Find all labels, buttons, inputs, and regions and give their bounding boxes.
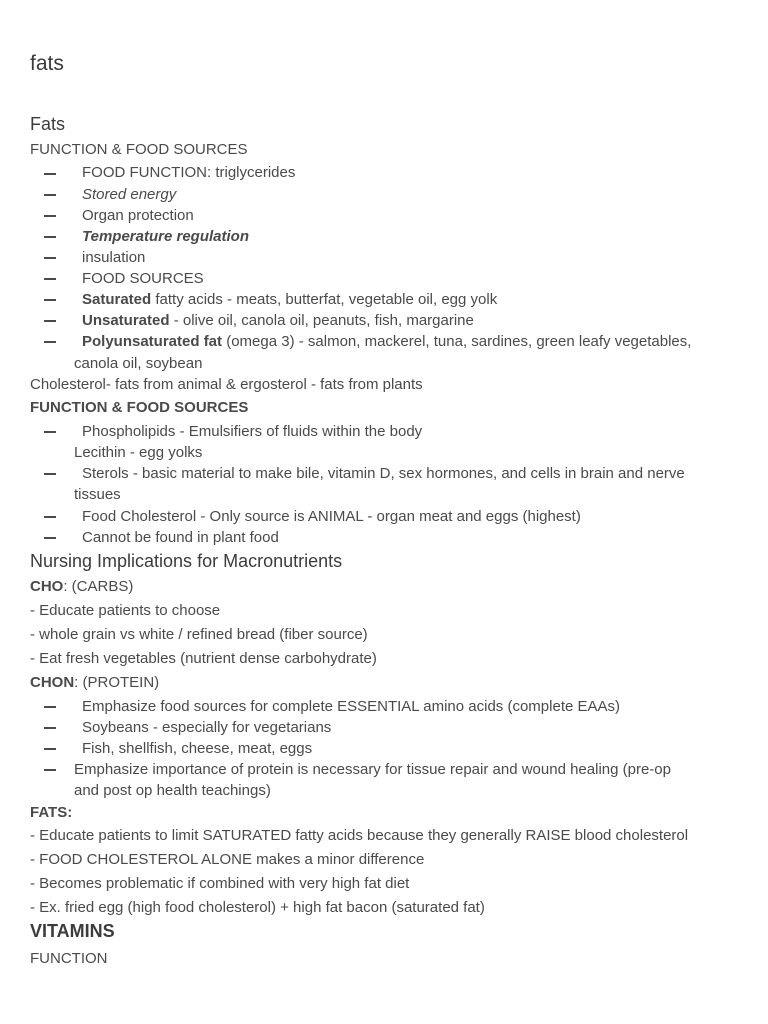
list-item xyxy=(82,311,474,331)
bold-term: Saturated xyxy=(82,291,152,308)
text-line: - Educate patients to choose xyxy=(30,602,221,619)
list-item: Stored energy xyxy=(82,186,177,203)
list-item: Soybeans - especially for vegetarians xyxy=(82,719,332,736)
list-bullet xyxy=(44,194,56,196)
list-item: Cannot be found in plant food xyxy=(82,529,279,546)
label-text: : (CARBS) xyxy=(63,578,134,595)
list-bullet xyxy=(44,473,56,475)
list-item: Organ protection xyxy=(82,207,194,224)
text-line: - FOOD CHOLESTEROL ALONE makes a minor difference xyxy=(30,851,425,868)
list-item-text: fatty acids - meats, butterfat, vegetable oil, egg yolk xyxy=(151,291,498,308)
list-item: FOOD SOURCES xyxy=(82,270,204,287)
list-bullet xyxy=(44,257,56,259)
bold-term: CHON xyxy=(30,674,75,691)
list-bullet xyxy=(44,299,56,301)
cholesterol-line: Cholesterol- fats from animal & ergosterol - fats from plants xyxy=(30,376,423,393)
list-bullet xyxy=(44,431,56,433)
list-bullet xyxy=(44,727,56,729)
chon-label xyxy=(30,673,159,693)
list-item-text: (omega 3) - salmon, mackerel, tuna, sardines, green leafy vegetables, xyxy=(222,333,692,350)
list-item: Sterols - basic material to make bile, vitamin D, sex hormones, and cells in brain and nerve xyxy=(82,465,685,482)
list-bullet xyxy=(44,706,56,708)
list-bullet xyxy=(44,236,56,238)
section-heading-fats: Fats xyxy=(30,114,66,134)
list-bullet xyxy=(44,769,56,771)
label-text: : (PROTEIN) xyxy=(74,674,160,691)
list-item: Phospholipids - Emulsifiers of fluids within the body xyxy=(82,423,423,440)
text-line: - Eat fresh vegetables (nutrient dense carbohydrate) xyxy=(30,650,377,667)
text-line: - Ex. fried egg (high food cholesterol) + high fat bacon (saturated fat) xyxy=(30,899,485,916)
list-item-text: - olive oil, canola oil, peanuts, fish, margarine xyxy=(169,312,474,329)
fats-label: FATS: xyxy=(30,804,73,821)
list-bullet xyxy=(44,748,56,750)
list-bullet xyxy=(44,537,56,539)
list-item-continuation: Lecithin - egg yolks xyxy=(74,444,203,461)
section-heading-vitamins: VITAMINS xyxy=(30,921,115,941)
subheading-function-food-sources: FUNCTION & FOOD SOURCES xyxy=(30,399,249,416)
list-bullet xyxy=(44,341,56,343)
list-item: Fish, shellfish, cheese, meat, eggs xyxy=(82,740,313,757)
page-title: fats xyxy=(30,52,64,75)
subheading-function-food-sources: FUNCTION & FOOD SOURCES xyxy=(30,141,248,158)
subheading-function: FUNCTION xyxy=(30,950,108,967)
list-bullet xyxy=(44,320,56,322)
text-line: - Educate patients to limit SATURATED fatty acids because they generally RAISE blood cholesterol xyxy=(30,827,689,844)
list-bullet xyxy=(44,173,56,175)
bold-term: Unsaturated xyxy=(82,312,170,329)
list-bullet xyxy=(44,516,56,518)
list-item: Emphasize importance of protein is necessary for tissue repair and wound healing (pre-op xyxy=(74,761,671,778)
text-line: - Becomes problematic if combined with very high fat diet xyxy=(30,875,410,892)
list-item xyxy=(82,332,691,352)
list-bullet xyxy=(44,278,56,280)
cho-label xyxy=(30,577,133,597)
list-item-continuation: canola oil, soybean xyxy=(74,355,203,372)
bold-term: CHO xyxy=(30,578,64,595)
list-item: insulation xyxy=(82,249,146,266)
bold-term: Polyunsaturated fat xyxy=(82,333,223,350)
list-item: FOOD FUNCTION: triglycerides xyxy=(82,164,296,181)
list-item xyxy=(82,290,497,310)
text-line: - whole grain vs white / refined bread (fiber source) xyxy=(30,626,368,643)
list-item: Emphasize food sources for complete ESSENTIAL amino acids (complete EAAs) xyxy=(82,698,621,715)
list-item: Food Cholesterol - Only source is ANIMAL - organ meat and eggs (highest) xyxy=(82,508,581,525)
section-heading-nursing: Nursing Implications for Macronutrients xyxy=(30,551,343,571)
list-item-continuation: tissues xyxy=(74,486,121,503)
list-item: Temperature regulation xyxy=(82,228,249,245)
list-bullet xyxy=(44,215,56,217)
list-item-continuation: and post op health teachings) xyxy=(74,782,271,799)
